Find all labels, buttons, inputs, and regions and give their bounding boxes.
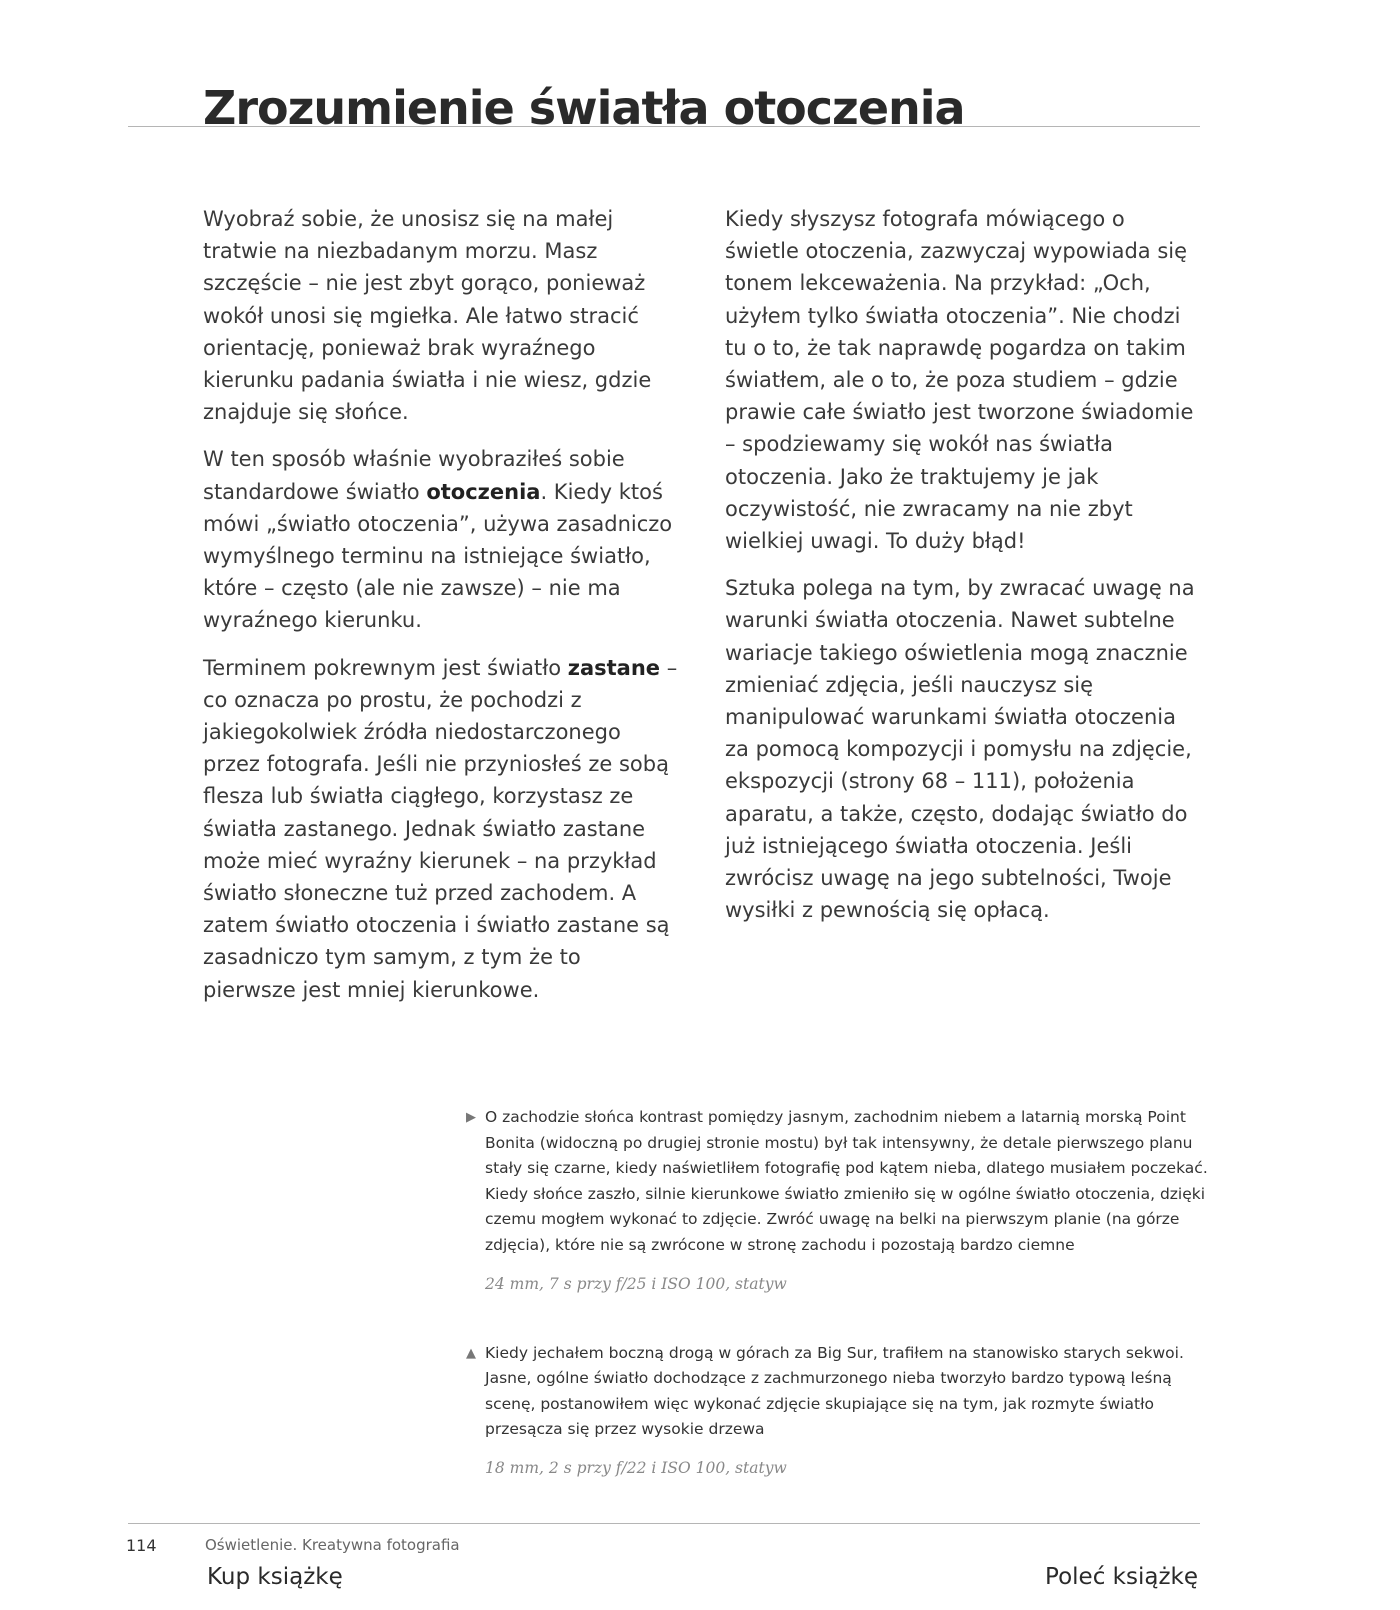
- arrow-up-icon: ▲: [466, 1345, 476, 1361]
- caption-text: O zachodzie słońca kontrast pomiędzy jasnym, zachodnim niebem a latarnią morską Point Bonita (widoczną po drugiej stronie mostu) był tak intensywny, że detale pierwszego planu stały się czarne, kiedy naświetliłem fotografię pod kątem nieba, dlatego musiałem poczekać. Kiedy słońce zaszło, silnie kierunkowe światło zmieniło się w ogólne światło otoczenia, dzięki czemu mogłem wykonać to zdjęcie. Zwróć uwagę na belki na pierwszym planie (na górze zdjęcia), które nie są zwrócone w stronę zachodu i pozostają bardzo ciemne: [485, 1108, 1208, 1254]
- caption-exposure-specs: 18 mm, 2 s przy f/22 i ISO 100, statyw: [485, 1458, 787, 1477]
- bold-term: zastane: [567, 655, 661, 680]
- arrow-right-icon: ▶: [466, 1110, 476, 1125]
- page-title: Zrozumienie światła otoczenia: [203, 81, 965, 135]
- paragraph: Sztuka polega na tym, by zwracać uwagę na warunki światła otoczenia. Nawet subtelne wariacje takiego oświetlenia mogą znacznie zmieniać zdjęcia, jeśli nauczysz się manipulować warunkami światła otoczenia za pomocą kompozycji i pomysłu na zdjęcie, ekspozycji (strony 68 – 111), położenia aparatu, a także, często, dodając światło do już istniejącego światła otoczenia. Jeśli zwrócisz uwagę na jego subtelności, Twoje wysiłki z pewnością się opłacą.: [725, 576, 1195, 923]
- footer-divider: [128, 1523, 1200, 1524]
- paragraph: Kiedy słyszysz fotografa mówiącego o świetle otoczenia, zazwyczaj wypowiada się tonem lekceważenia. Na przykład: „Och, użyłem tylko światła otoczenia”. Nie chodzi tu o to, że tak naprawdę pogardza on takim światłem, ale o to, że poza studiem – gdzie prawie całe światło jest tworzone świadomie – spodziewamy się wokół nas światła otoczenia. Jako że traktujemy je jak oczywistość, nie zwracamy na nie zbyt wielkiej uwagi. To duży błąd!: [725, 207, 1194, 554]
- text-run: – co oznacza po prostu, że pochodzi z jakiegokolwiek źródła niedostarczonego przez fotografa. Jeśli nie przyniosłeś ze sobą flesza lub światła ciągłego, korzystasz ze światła zastanego. Jednak światło zastane może mieć wyraźny kierunek – na przykład światło słoneczne tuż przed zachodem. A zatem światło otoczenia i światło zastane są zasadniczo tym samym, z tym że to pierwsze jest mniej kierunkowe.: [203, 655, 678, 1002]
- caption-text: Kiedy jechałem boczną drogą w górach za Big Sur, trafiłem na stanowisko starych sekwoi. Jasne, ogólne światło dochodzące z zachmurzonego nieba tworzyło bardzo typową leśną scenę, postanowiłem więc wykonać zdjęcie skupiające się na tym, jak rozmyte światło przesącza się przez wysokie drzewa: [485, 1343, 1184, 1439]
- left-column: [203, 203, 678, 1021]
- text-run: W ten sposób właśnie wyobraziłeś sobie standardowe światło: [203, 447, 625, 504]
- text-run: Terminem pokrewnym jest światło: [203, 655, 568, 680]
- photo-caption: [466, 1341, 1211, 1481]
- recommend-book-link[interactable]: Poleć książkę: [1045, 1564, 1198, 1590]
- text-run: . Kiedy ktoś mówi „światło otoczenia”, używa zasadniczo wymyślnego terminu na istniejące światło, które – często (ale nie zawsze) – nie ma wyraźnego kierunku.: [203, 479, 673, 633]
- title-underline: [128, 126, 1200, 127]
- photo-captions: [466, 1105, 1211, 1481]
- buy-book-link[interactable]: Kup książkę: [207, 1564, 343, 1590]
- bold-term: otoczenia: [426, 479, 541, 504]
- paragraph: Wyobraź sobie, że unosisz się na małej tratwie na niezbadanym morzu. Masz szczęście – nie jest zbyt gorąco, ponieważ wokół unosi się mgiełka. Ale łatwo stracić orientację, ponieważ brak wyraźnego kierunku padania światła i nie wiesz, gdzie znajduje się słońce.: [203, 207, 652, 425]
- caption-exposure-specs: 24 mm, 7 s przy f/25 i ISO 100, statyw: [485, 1274, 787, 1293]
- paragraph: [203, 443, 678, 636]
- paragraph: [203, 652, 678, 1006]
- running-footer-title: Oświetlenie. Kreatywna fotografia: [205, 1536, 460, 1554]
- right-column: [725, 203, 1200, 941]
- photo-caption: [466, 1105, 1211, 1297]
- page-number: 114: [126, 1536, 157, 1555]
